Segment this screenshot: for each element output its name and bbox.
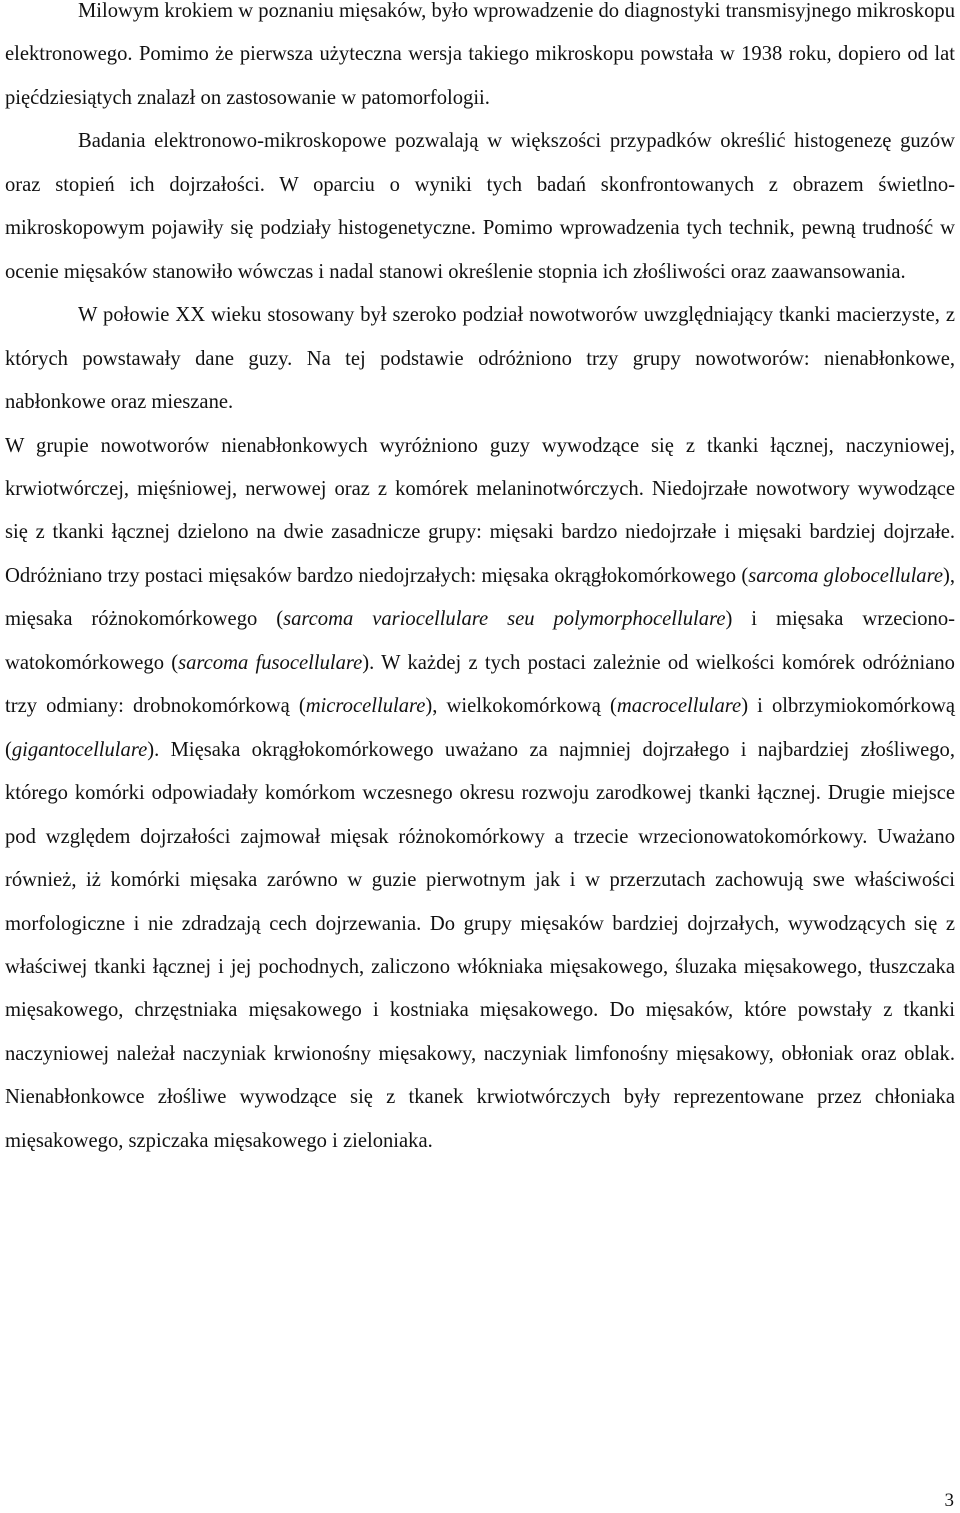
text-run: ) i mięsaka wrzecionowatokomórkowego ( xyxy=(5,608,955,674)
italic-term: sarcoma globocellulare xyxy=(748,564,943,587)
page-number: 3 xyxy=(944,1490,954,1511)
text-run: ), mięsaka różnokomórkowego ( xyxy=(5,564,956,631)
italic-term: sarcoma variocellulare seu polymorphocellulare xyxy=(283,608,726,631)
text-run: W połowie XX wieku stosowany był szeroko podział nowotworów uwzględniający tkanki macierzyste, z których powstawały dane guzy. Na tej podstawie odróżniono trzy grupy nowotworów: nienabłonkowe, nabłonkowe oraz mieszane. xyxy=(5,304,955,414)
paragraph xyxy=(5,294,955,424)
text-run: ). Mięsaka okrągłokomórkowego uważano za najmniej dojrzałego i najbardziej złośliwego, którego komórki odpowiadały komórkom wczesnego okresu rozwoju zarodkowej tkanki łącznej. Drugie miejsce pod względem dojrzałości zajmował mięsak różnokomórkowy a trzecie wrzecionowatokomórkowy. Uważano również, iż komórki mięsaka zarówno w guzie pierwotnym jak i w przerzutach zachowują swe właściwości morfologiczne i nie zdradzają cech dojrzewania. Do grupy mięsaków bardziej dojrzałych, wywodzących się z właściwej tkanki łącznej i jej pochodnych, zaliczono włókniaka mięsakowego, śluzaka mięsakowego, tłuszczaka mięsakowego, chrzęstniaka mięsakowego i kostniaka mięsakowego. Do mięsaków, które powstały z tkanki naczyniowej należał naczyniak krwionośny mięsakowy, naczyniak limfonośny mięsakowy, obłoniak oraz oblak. Nienabłonkowce złośliwe wywodzące się z tkanek krwiotwórczych były reprezentowane przez chłoniaka mięsakowego, szpiczaka mięsakowego i zieloniaka. xyxy=(5,738,955,1152)
italic-term: macrocellulare xyxy=(616,695,742,718)
paragraph xyxy=(5,120,955,294)
text-run: ). W każdej z tych postaci zależnie od wielkości komórek odróżniano trzy odmiany: drobnokomórkową ( xyxy=(5,651,955,718)
text-run: ), wielkokomórkową ( xyxy=(425,695,617,718)
text-run: Badania elektronowo-mikroskopowe pozwalają w większości przypadków określić histogenezę guzów oraz stopień ich dojrzałości. W oparciu o wyniki tych badań skonfrontowanych z obrazem świetlno-mikroskopowym pojawiły się podziały histogenetyczne. Pomimo wprowadzenia tych technik, pewną trudność w ocenie mięsaków stanowiło wówczas i nadal stanowi określenie stopnia ich złośliwości oraz zaawansowania. xyxy=(5,130,955,283)
document-body xyxy=(5,0,955,1163)
paragraph xyxy=(5,425,955,1164)
italic-term: sarcoma fusocellulare xyxy=(178,651,363,674)
italic-term: gigantocellulare xyxy=(11,738,148,761)
text-run: W grupie nowotworów nienabłonkowych wyróżniono guzy wywodzące się z tkanki łącznej, naczyniowej, krwiotwórczej, mięśniowej, nerwowej oraz z komórek melaninotwórczych. Niedojrzałe nowotwory wywodzące się z tkanki łącznej dzielono na dwie zasadnicze grupy: mięsaki bardzo niedojrzałe i mięsaki bardziej dojrzałe. Odróżniano trzy postaci mięsaków bardzo niedojrzałych: mięsaka okrągłokomórkowego ( xyxy=(5,434,955,587)
paragraph xyxy=(5,0,955,120)
text-run: ) i olbrzymiokomórkową ( xyxy=(5,695,956,761)
italic-term: microcellulare xyxy=(305,695,426,718)
text-run: Milowym krokiem w poznaniu mięsaków, było wprowadzenie do diagnostyki transmisyjnego mikroskopu elektronowego. Pomimo że pierwsza użyteczna wersja takiego mikroskopu powstała w 1938 roku, dopiero od lat pięćdziesiątych znalazł on zastosowanie w patomorfologii. xyxy=(5,0,955,109)
